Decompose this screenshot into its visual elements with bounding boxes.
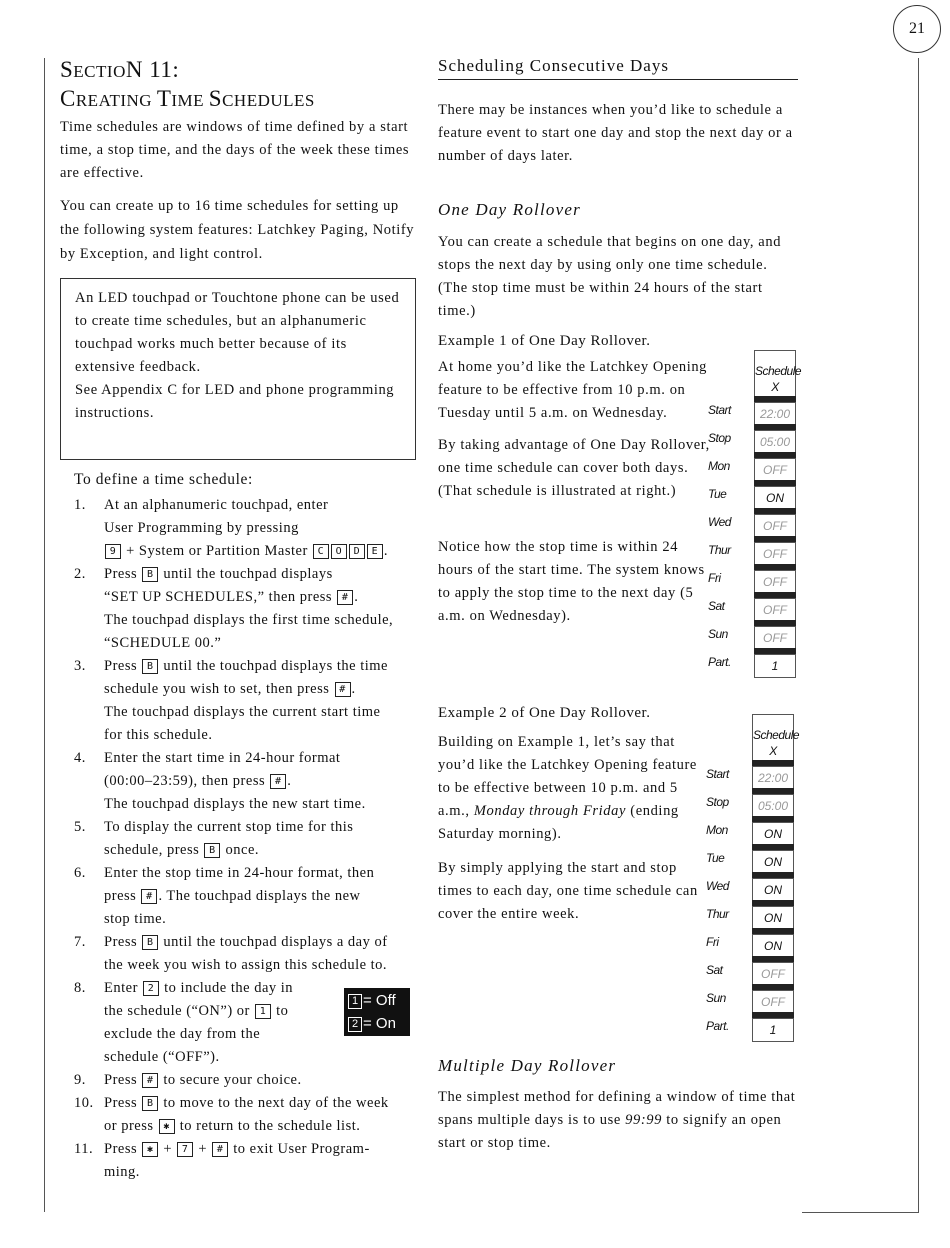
list-item: 7. Press B until the touchpad displays a day of the week you wish to assign this schedule to. xyxy=(74,934,388,973)
schedule-row-value: OFF xyxy=(754,598,796,622)
key-hash-icon: # xyxy=(270,774,286,789)
list-item: 5. To display the current stop time for this schedule, press B once. xyxy=(74,819,354,858)
key-b-icon: B xyxy=(142,567,158,582)
key-hash-icon: # xyxy=(337,590,353,605)
schedule-row xyxy=(708,620,796,648)
schedule-row-value: 1 xyxy=(754,654,796,678)
schedule-row xyxy=(706,872,794,900)
schedule-row-label: Fri xyxy=(706,935,719,949)
schedule-row-label: Tue xyxy=(706,851,725,865)
schedule-row xyxy=(708,592,796,620)
schedule-row-value: OFF xyxy=(754,570,796,594)
heading-one-day-rollover: One Day Rollover xyxy=(438,200,581,219)
list-item: 11. Press ✱ + 7 + # to exit User Program- ming. xyxy=(74,1141,370,1180)
left-margin-line xyxy=(44,58,45,1212)
schedule-row-label: Wed xyxy=(708,515,731,529)
schedule-row xyxy=(708,564,796,592)
schedule-row-value: ON xyxy=(752,878,794,902)
one-day-rollover-text: You can create a schedule that begins on one day, and stops the next day by using only one time schedule. (The stop time must be within 24 hours of the start time.) xyxy=(438,234,782,319)
schedule-row xyxy=(708,424,796,452)
list-item: 8. Enter 2 to include the day in the schedule (“ON”) or 1 to exclude the day from the schedule (“OFF”). xyxy=(74,980,294,1065)
example-2-heading: Example 2 of One Day Rollover. xyxy=(438,705,651,721)
schedule-row-value: ON xyxy=(752,934,794,958)
schedule-row-value: ON xyxy=(752,906,794,930)
key-e-icon: E xyxy=(367,544,383,559)
schedule-row-value: 1 xyxy=(752,1018,794,1042)
key-o-icon: O xyxy=(331,544,347,559)
schedule-row-value: OFF xyxy=(754,542,796,566)
steps-heading: To define a time schedule: xyxy=(74,471,253,488)
schedule-row-value: 05:00 xyxy=(754,430,796,454)
schedule-row xyxy=(706,760,794,788)
schedule-row-value: 22:00 xyxy=(752,766,794,790)
heading-multiple-day-rollover: Multiple Day Rollover xyxy=(438,1056,617,1075)
schedule-row xyxy=(708,536,796,564)
key-star-icon: ✱ xyxy=(142,1142,158,1157)
example-1-heading: Example 1 of One Day Rollover. xyxy=(438,333,651,349)
schedule-row-label: Part. xyxy=(706,1019,729,1033)
schedule-row xyxy=(706,1012,794,1040)
list-item: 3. Press B until the touchpad displays the time schedule you wish to set, then press # . The touchpad displays the current start time for this schedule. xyxy=(74,658,388,743)
schedule-row-label: Tue xyxy=(708,487,727,501)
schedule-row xyxy=(706,984,794,1012)
schedule-row-label: Start xyxy=(708,403,731,417)
schedule-row-label: Stop xyxy=(708,431,731,445)
bottom-rule xyxy=(802,1212,919,1213)
schedule-row-label: Sat xyxy=(708,599,725,613)
key-1-icon: 1 xyxy=(255,1004,271,1019)
key-legend: 1 = Off 2 = On xyxy=(344,988,410,1036)
list-item: 10. Press B to move to the next day of the week or press ✱ to return to the schedule list. xyxy=(74,1095,389,1134)
schedule-row xyxy=(708,508,796,536)
note-box xyxy=(60,278,416,460)
schedule-row-value: ON xyxy=(752,850,794,874)
schedule-row-label: Wed xyxy=(706,879,729,893)
section-title: SECTION 11: CREATING TIME SCHEDULES xyxy=(60,57,315,111)
list-item: 9. Press # to secure your choice. xyxy=(74,1072,302,1088)
key-hash-icon: # xyxy=(335,682,351,697)
schedule-row xyxy=(706,928,794,956)
list-item: 1. At an alphanumeric touchpad, enter User Programming by pressing 9 + System or Partition Master C O D E . xyxy=(74,497,389,559)
schedule-row xyxy=(706,816,794,844)
schedule-row-label: Sun xyxy=(706,991,726,1005)
schedule-row-label: Sun xyxy=(708,627,728,641)
key-9-icon: 9 xyxy=(105,544,121,559)
schedule-row xyxy=(708,648,796,676)
intro-paragraph-2: You can create up to 16 time schedules for setting up the following system features: Latchkey Paging, Notify by Exception, and light control. xyxy=(60,198,415,262)
key-b-icon: B xyxy=(204,843,220,858)
schedule-header: Schedule X xyxy=(752,714,794,760)
intro-paragraph-1: Time schedules are windows of time defined by a start time, a stop time, and the days of the week these times are effective. xyxy=(60,119,410,181)
key-star-icon: ✱ xyxy=(159,1119,175,1134)
key-b-icon: B xyxy=(142,659,158,674)
schedule-row-value: OFF xyxy=(752,990,794,1014)
schedule-row-label: Sat xyxy=(706,963,723,977)
example-1-p2: By taking advantage of One Day Rollover, one time schedule can cover both days. (That schedule is illustrated at right.) xyxy=(438,437,710,499)
steps-list xyxy=(74,494,424,1184)
right-margin-line xyxy=(918,58,919,1212)
list-item: 2. Press B until the touchpad displays “SET UP SCHEDULES,” then press # . The touchpad displays the first time schedule, “SCHEDULE 00.” xyxy=(74,566,394,651)
key-hash-icon: # xyxy=(212,1142,228,1157)
heading-rule xyxy=(438,79,798,80)
schedule-row-value: 22:00 xyxy=(754,402,796,426)
key-c-icon: C xyxy=(313,544,329,559)
note-text-2: See Appendix C for LED and phone programming instructions. xyxy=(75,382,395,421)
schedule-row xyxy=(706,844,794,872)
list-item: 6. Enter the stop time in 24-hour format, then press # . The touchpad displays the new stop time. xyxy=(74,865,375,927)
example-2-p1: Building on Example 1, let’s say that you’d like the Latchkey Opening feature to be effective between 10 p.m. and 5 a.m., Monday through Friday (ending Saturday morning). xyxy=(438,734,697,842)
schedule-row-label: Thur xyxy=(708,543,731,557)
schedule-row-value: ON xyxy=(752,822,794,846)
note-text-1: An LED touchpad or Touchtone phone can be used to create time schedules, but an alphanumeric touchpad works much better because of its extensive feedback. xyxy=(75,290,400,375)
schedule-row-label: Fri xyxy=(708,571,721,585)
example-2-p2: By simply applying the start and stop times to each day, one time schedule can cover the entire week. xyxy=(438,860,698,922)
schedule-row xyxy=(708,452,796,480)
key-b-icon: B xyxy=(142,935,158,950)
schedule-row-label: Start xyxy=(706,767,729,781)
schedule-row xyxy=(706,900,794,928)
key-hash-icon: # xyxy=(142,1073,158,1088)
right-intro: There may be instances when you’d like to schedule a feature event to start one day and stop the next day or a number of days later. xyxy=(438,102,793,164)
schedule-row-value: ON xyxy=(754,486,796,510)
schedule-row xyxy=(706,956,794,984)
schedule-row xyxy=(706,788,794,816)
schedule-row-value: OFF xyxy=(754,514,796,538)
key-b-icon: B xyxy=(142,1096,158,1111)
key-hash-icon: # xyxy=(141,889,157,904)
schedule-row-label: Thur xyxy=(706,907,729,921)
schedule-row-label: Mon xyxy=(708,459,730,473)
multiple-day-rollover-text: The simplest method for defining a window of time that spans multiple days is to use 99:99 to signify an open start or stop time. xyxy=(438,1089,796,1151)
schedule-row-label: Mon xyxy=(706,823,728,837)
page-number: 21 xyxy=(893,5,941,53)
schedule-header: Schedule X xyxy=(754,350,796,396)
list-item: 4. Enter the start time in 24-hour format (00:00–23:59), then press # . The touchpad displays the new start time. xyxy=(74,750,366,812)
example-1-p1: At home you’d like the Latchkey Opening feature to be effective from 10 p.m. on Tuesday until 5 a.m. on Wednesday. xyxy=(438,359,708,421)
key-7-icon: 7 xyxy=(177,1142,193,1157)
key-d-icon: D xyxy=(349,544,365,559)
key-2-icon: 2 xyxy=(143,981,159,996)
schedule-row-value: OFF xyxy=(754,626,796,650)
example-1-p3: Notice how the stop time is within 24 hours of the start time. The system knows to apply the stop time to the next day (5 a.m. on Wednesday). xyxy=(438,539,705,624)
schedule-row-label: Stop xyxy=(706,795,729,809)
schedule-row-label: Part. xyxy=(708,655,731,669)
schedule-row xyxy=(708,396,796,424)
schedule-row xyxy=(708,480,796,508)
schedule-row-value: 05:00 xyxy=(752,794,794,818)
schedule-row-value: OFF xyxy=(752,962,794,986)
schedule-row-value: OFF xyxy=(754,458,796,482)
heading-scheduling-consecutive-days: Scheduling Consecutive Days xyxy=(438,56,669,75)
